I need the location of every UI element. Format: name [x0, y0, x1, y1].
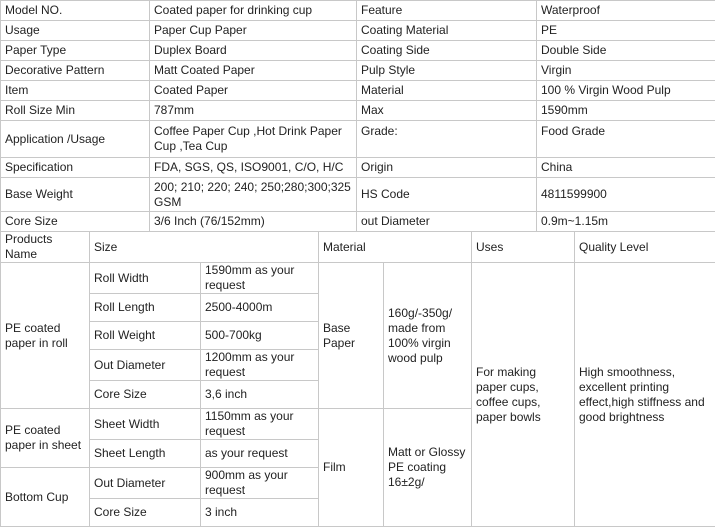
- header-size: Size: [90, 232, 319, 263]
- spec-label: Specification: [1, 158, 150, 178]
- spec-label: Paper Type: [1, 41, 150, 61]
- spec-table: [0, 0, 715, 232]
- spec-value: 1590mm: [537, 101, 715, 121]
- size-label: Out Diameter: [90, 350, 201, 381]
- spec-value: Double Side: [537, 41, 715, 61]
- spec-value: 0.9m~1.15m: [537, 212, 715, 232]
- group-sheet: PE coated paper in sheet: [1, 409, 90, 468]
- size-label: Core Size: [90, 499, 201, 527]
- quality-cell: High smoothness, excellent printing effect,high stiffness and good brightness: [575, 263, 715, 527]
- spec-row: [1, 21, 715, 41]
- spec-value: China: [537, 158, 715, 178]
- spec-value: Virgin: [537, 61, 715, 81]
- spec-row: [1, 81, 715, 101]
- size-value: 1150mm as your request: [201, 409, 319, 440]
- size-value: as your request: [201, 440, 319, 468]
- size-label: Sheet Width: [90, 409, 201, 440]
- spec-value: Paper Cup Paper: [150, 21, 357, 41]
- product-table: [0, 231, 715, 527]
- spec-label: Usage: [1, 21, 150, 41]
- spec-row: [1, 121, 715, 158]
- header-material: Material: [319, 232, 472, 263]
- spec-value: 787mm: [150, 101, 357, 121]
- size-label: Roll Length: [90, 294, 201, 322]
- spec-value: Matt Coated Paper: [150, 61, 357, 81]
- material-base: Base Paper: [319, 263, 384, 409]
- spec-row: [1, 101, 715, 121]
- material-film-detail: Matt or Glossy PE coating 16±2g/: [384, 409, 472, 527]
- spec-value: Coated Paper: [150, 81, 357, 101]
- spec-label: Grade:: [357, 121, 537, 158]
- spec-value: 200; 210; 220; 240; 250;280;300;325 GSM: [150, 178, 357, 212]
- spec-label: Roll Size Min: [1, 101, 150, 121]
- size-value: 3 inch: [201, 499, 319, 527]
- spec-value: 100 % Virgin Wood Pulp: [537, 81, 715, 101]
- spec-value: PE: [537, 21, 715, 41]
- spec-label: Coating Material: [357, 21, 537, 41]
- spec-label: Max: [357, 101, 537, 121]
- spec-label: Feature: [357, 1, 537, 21]
- spec-row: [1, 1, 715, 21]
- group-roll: PE coated paper in roll: [1, 263, 90, 409]
- spec-label: Core Size: [1, 212, 150, 232]
- size-label: Core Size: [90, 381, 201, 409]
- spec-label: Item: [1, 81, 150, 101]
- spec-label: Material: [357, 81, 537, 101]
- spec-label: Application /Usage: [1, 121, 150, 158]
- size-label: Roll Weight: [90, 322, 201, 350]
- spec-row: [1, 158, 715, 178]
- spec-value: Food Grade: [537, 121, 715, 158]
- material-base-detail: 160g/-350g/ made from 100% virgin wood pulp: [384, 263, 472, 409]
- group-bottom-cup: Bottom Cup: [1, 468, 90, 527]
- size-value: 2500-4000m: [201, 294, 319, 322]
- header-quality-level: Quality Level: [575, 232, 715, 263]
- size-value: 900mm as your request: [201, 468, 319, 499]
- spec-row: [1, 212, 715, 232]
- size-label: Out Diameter: [90, 468, 201, 499]
- size-value: 3,6 inch: [201, 381, 319, 409]
- spec-row: [1, 178, 715, 212]
- spec-row: [1, 41, 715, 61]
- spec-label: Decorative Pattern: [1, 61, 150, 81]
- size-value: 1200mm as your request: [201, 350, 319, 381]
- spec-label: Model NO.: [1, 1, 150, 21]
- spec-label: Origin: [357, 158, 537, 178]
- header-products-name: Products Name: [1, 232, 90, 263]
- spec-value: 4811599900: [537, 178, 715, 212]
- spec-value: Waterproof: [537, 1, 715, 21]
- spec-value: Duplex Board: [150, 41, 357, 61]
- spec-label: HS Code: [357, 178, 537, 212]
- size-value: 500-700kg: [201, 322, 319, 350]
- spec-row: [1, 61, 715, 81]
- header-uses: Uses: [472, 232, 575, 263]
- spec-label: Pulp Style: [357, 61, 537, 81]
- spec-label: out Diameter: [357, 212, 537, 232]
- spec-label: Coating Side: [357, 41, 537, 61]
- spec-value: Coffee Paper Cup ,Hot Drink Paper Cup ,Tea Cup: [150, 121, 357, 158]
- size-label: Roll Width: [90, 263, 201, 294]
- spec-label: Base Weight: [1, 178, 150, 212]
- size-label: Sheet Length: [90, 440, 201, 468]
- material-film: Film: [319, 409, 384, 527]
- spec-value: FDA, SGS, QS, ISO9001, C/O, H/C: [150, 158, 357, 178]
- uses-cell: For making paper cups, coffee cups, paper bowls: [472, 263, 575, 527]
- spec-value: Coated paper for drinking cup: [150, 1, 357, 21]
- spec-value: 3/6 Inch (76/152mm): [150, 212, 357, 232]
- size-value: 1590mm as your request: [201, 263, 319, 294]
